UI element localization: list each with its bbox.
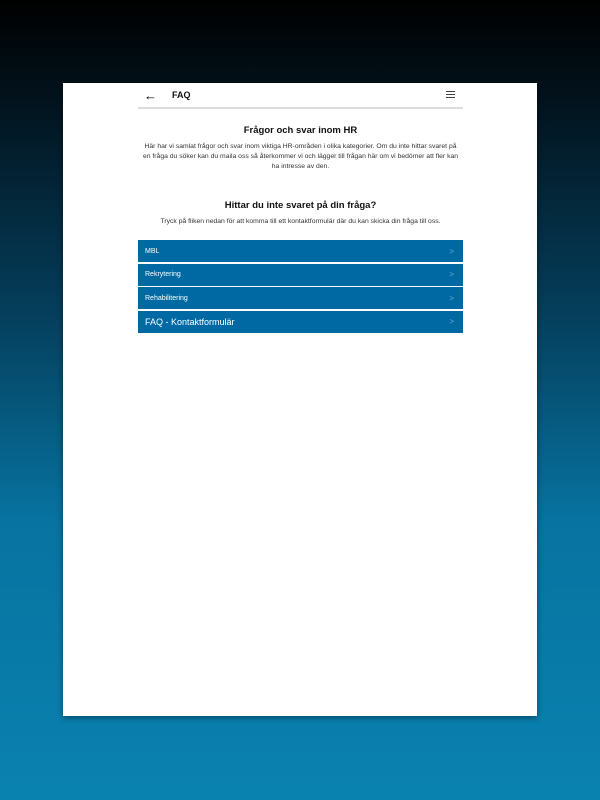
item-label: Rehabilitering xyxy=(145,294,188,302)
item-label: Rekrytering xyxy=(145,271,181,278)
contact-heading: Hittar du inte svaret på din fråga? xyxy=(224,200,377,211)
chevron-right-icon: > xyxy=(449,317,454,326)
intro-text: Här har vi samlat frågor och svar inom viktiga HR-områden i olika kategorier. Om du inte hittar svaret på en fråga du söker kan du maila oss så återkommer vi och lägger till frågan här om vi bedömer att fler kan ha intresse av den. xyxy=(142,143,459,170)
category-list xyxy=(138,240,463,333)
category-mbl[interactable] xyxy=(138,240,463,262)
menu-icon[interactable] xyxy=(446,91,455,100)
contact-text: Tryck på fliken nedan för att komma till ett kontaktformulär där du kan skicka din fråga till oss. xyxy=(160,218,441,225)
item-label: FAQ - Kontaktformulär xyxy=(145,316,235,327)
page-title: FAQ xyxy=(172,90,191,100)
chevron-right-icon: > xyxy=(449,270,454,279)
chevron-right-icon: > xyxy=(449,293,454,303)
intro-heading: Frågor och svar inom HR xyxy=(243,125,358,136)
category-rehabilitering[interactable] xyxy=(138,287,463,309)
back-arrow-icon[interactable]: ← xyxy=(144,87,157,103)
chevron-right-icon: > xyxy=(449,246,454,256)
item-label: MBL xyxy=(145,247,160,255)
category-contact-form[interactable] xyxy=(138,311,463,333)
app-header xyxy=(138,83,463,109)
faq-page xyxy=(63,83,537,716)
category-rekrytering[interactable] xyxy=(138,264,463,286)
